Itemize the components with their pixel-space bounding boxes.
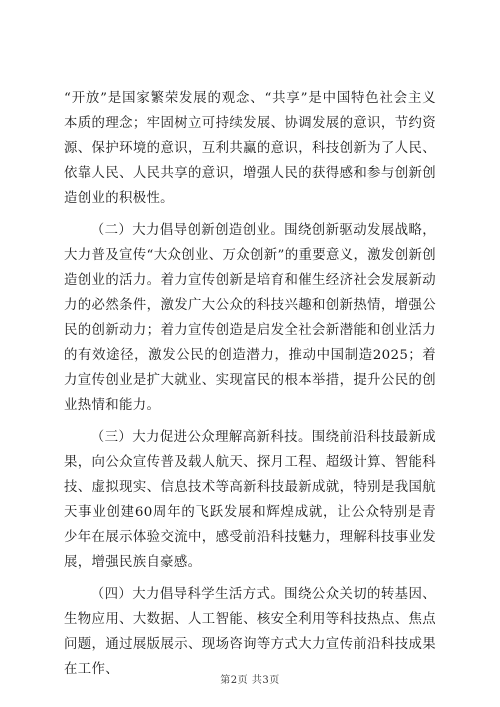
paragraph-high-tech: （三）大力促进公众理解高新科技。围绕前沿科技最新成果，向公众宣传普及载人航天、探月工程、超级计算、智能科技、虚拟现实、信息技术等高新科技最新成就，特别是我国航天事业创建60周年的飞跃发展和辉煌成就，让公众特别是青少年在展示体验交流中，感受前沿科技魅力，理解科技事业发展，增强民族自豪感。 [64, 430, 436, 570]
document-body [64, 86, 436, 689]
page-footer [0, 671, 500, 686]
page-number-label: 第2页 共3页 [220, 675, 280, 686]
paragraph-scientific-life: （四）大力倡导科学生活方式。围绕公众关切的转基因、生物应用、大数据、人工智能、核安全利用等科技热点、焦点问题，通过展版展示、现场咨询等方式大力宣传前沿科技成果在工作、 [64, 587, 436, 677]
paragraph-innovation: （二）大力倡导创新创造创业。围绕创新驱动发展战略，大力普及宣传“大众创业、万众创新”的重要意义，激发创新创造创业的活力。着力宣传创新是培育和催生经济社会发展新动力的必然条件，激发广大公众的科技兴趣和创新热情，增强公民的创新动力；着力宣传创造是启发全社会新潜能和创业活力的有效途径，激发公民的创造潜力，推动中国制造2025；着力宣传创业是扩大就业、实现富民的根本举措，提升公民的创业热情和能力。 [64, 223, 436, 413]
paragraph-open-share: “开放”是国家繁荣发展的观念、“共享”是中国特色社会主义本质的理念；牢固树立可持续发展、协调发展的意识，节约资源、保护环境的意识，互利共赢的意识，科技创新为了人民、依靠人民、人民共享的意识，增强人民的获得感和参与创新创造创业的积极性。 [64, 91, 436, 206]
